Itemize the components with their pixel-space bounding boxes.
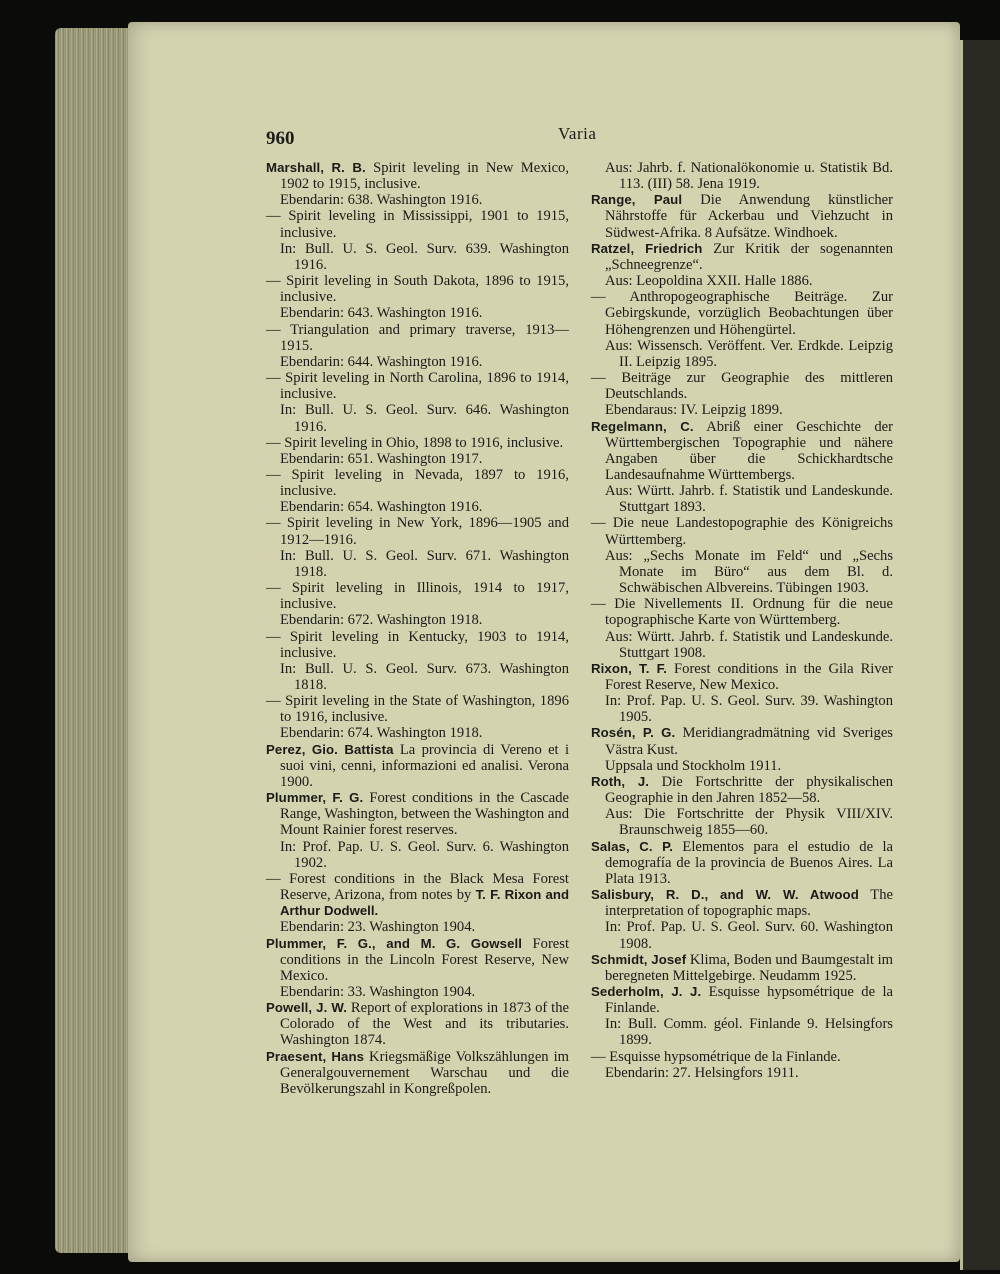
entry-source-line: Aus: „Sechs Monate im Feld“ und „Sechs Monate im Büro“ aus dem Bl. d. Schwäbischen Albvereins. Tübingen 1903. (605, 547, 893, 597)
entry-source-line: In: Bull. U. S. Geol. Surv. 673. Washington 1818. (280, 660, 569, 693)
bibliography-entry (266, 273, 569, 321)
bibliography-entry (591, 596, 893, 661)
entry-source-line: In: Bull. U. S. Geol. Surv. 671. Washington 1918. (280, 547, 569, 580)
entry-author: Salisbury, R. D., and W. W. Atwood (591, 887, 859, 903)
entry-title: — Forest conditions in the Black Mesa Forest Reserve, Arizona, from notes by (266, 870, 569, 904)
entry-main-line (266, 629, 569, 661)
entry-source-line: Aus: Die Fortschritte der Physik VIII/XIV. Braunschweig 1855—60. (605, 806, 893, 839)
entry-main-line (266, 936, 569, 984)
entry-source-line: Aus: Leopoldina XXII. Halle 1886. (605, 273, 813, 290)
entry-title: Forest conditions in the Cascade Range, Washington, between the Washington and Mount Rainier forest reserves. (280, 790, 570, 839)
entry-author: Perez, Gio. Battista (266, 741, 394, 757)
entry-author: Plummer, F. G. (266, 790, 364, 806)
entry-title: Spirit leveling in New Mexico, 1902 to 1915, inclusive. (280, 160, 570, 193)
entry-main-line (266, 435, 569, 451)
bibliography-entry (591, 289, 893, 370)
bibliography-entry (591, 887, 893, 952)
entry-main-line (266, 370, 569, 402)
entry-source-line: Ebendarin: 654. Washington 1916. (280, 499, 483, 516)
bibliography-entry (266, 742, 569, 790)
bibliography-entry (591, 661, 893, 726)
entry-author: Sederholm, J. J. (591, 983, 702, 999)
entry-main-line (591, 515, 893, 547)
entry-title: Esquisse hypsométrique de la Finlande. (605, 983, 893, 1017)
entry-main-line (266, 160, 569, 192)
entry-main-line (266, 322, 569, 354)
page-header (138, 122, 958, 152)
entry-author: Rixon, T. F. (591, 660, 668, 676)
entry-source-line: Ebendarin: 27. Helsingfors 1911. (605, 1064, 799, 1081)
entry-title: — Spirit leveling in the State of Washington, 1896 to 1916, inclusive. (266, 693, 569, 726)
entry-main-line (266, 742, 569, 790)
bibliography-entry (591, 160, 893, 192)
entry-title: Abriß einer Geschichte der Württembergischen Topographie und nähere Angaben über die Schickhardtsche Landesaufnahme Württembergs. (605, 418, 894, 483)
entry-source-line: Ebendarin: 643. Washington 1916. (280, 305, 483, 322)
entry-source-line: In: Prof. Pap. U. S. Geol. Surv. 60. Washington 1908. (605, 919, 893, 952)
entry-main-line (266, 273, 569, 305)
bibliography-entry (266, 580, 569, 628)
entry-source-line: Ebendarin: 674. Washington 1918. (280, 725, 483, 742)
bibliography-entry (266, 515, 569, 580)
entry-title: — Die neue Landestopographie des Königreichs Württemberg. (591, 515, 893, 548)
entry-main-line (266, 871, 569, 919)
entry-source-line: In: Bull. U. S. Geol. Surv. 639. Washington 1916. (280, 240, 569, 273)
entry-source-line: Ebendarin: 638. Washington 1916. (280, 192, 483, 209)
left-column (266, 160, 569, 1097)
entry-source-line: Aus: Württ. Jahrb. f. Statistik und Landeskunde. Stuttgart 1908. (605, 628, 893, 661)
entry-title: — Triangulation and primary traverse, 1913—1915. (266, 321, 569, 354)
entry-title: Meridiangradmätning vid Sveriges Västra Kust. (605, 725, 893, 758)
running-head: Varia (558, 124, 597, 143)
bibliography-entry (266, 435, 569, 467)
bibliography-entry (266, 693, 569, 741)
entry-source-line: Aus: Württ. Jahrb. f. Statistik und Landeskunde. Stuttgart 1893. (605, 483, 893, 516)
entry-title: — Spirit leveling in Nevada, 1897 to 1916, inclusive. (266, 466, 569, 500)
entry-author: Salas, C. P. (591, 838, 674, 854)
entry-author: Regelmann, C. (591, 418, 694, 434)
entry-main-line (591, 984, 893, 1016)
bibliography-entry (591, 952, 893, 984)
facing-page-edge (960, 40, 1000, 1270)
entry-title: Elementos para el estudio de la demografía de la provincia de Buenos Aires. La Plata 1913. (605, 838, 893, 887)
entry-source-line: In: Prof. Pap. U. S. Geol. Surv. 39. Washington 1905. (605, 693, 893, 726)
bibliography-entry (591, 515, 893, 596)
bibliography-entry (591, 984, 893, 1049)
entry-main-line (591, 839, 893, 887)
entry-author: Praesent, Hans (266, 1048, 365, 1064)
entry-title: Zur Kritik der sogenannten „Schneegrenze“. (605, 240, 893, 273)
bibliography-entry (591, 241, 893, 289)
bibliography-entry (591, 839, 893, 887)
entry-main-line (591, 241, 893, 273)
entry-main-line (266, 467, 569, 499)
entry-main-line (591, 774, 893, 806)
bibliography-entry (591, 1049, 893, 1081)
entry-main-line (591, 289, 893, 337)
entry-title: Forest conditions in the Lincoln Forest Reserve, New Mexico. (280, 935, 570, 984)
entry-title: The interpretation of topographic maps. (605, 887, 893, 920)
entry-title: Klima, Boden und Baumgestalt im beregneten Mittelgebirge. Neudamm 1925. (605, 951, 894, 984)
entry-main-line (591, 1049, 893, 1065)
bibliography-entry (266, 790, 569, 871)
entry-title: — Beiträge zur Geographie des mittleren Deutschlands. (591, 370, 893, 403)
bibliography-entry (266, 370, 569, 435)
entry-source-line: Aus: Wissensch. Veröffent. Ver. Erdkde. Leipzig II. Leipzig 1895. (605, 337, 893, 370)
entry-author: Rosén, P. G. (591, 725, 676, 741)
entry-main-line (266, 208, 569, 240)
entry-main-line (266, 580, 569, 612)
entry-source-line: Ebendarin: 23. Washington 1904. (280, 919, 476, 936)
entry-main-line (266, 515, 569, 547)
bibliography-entry (266, 322, 569, 370)
entry-source-line: Uppsala und Stockholm 1911. (605, 757, 782, 774)
bibliography-entry (266, 1000, 569, 1048)
entry-main-line (591, 370, 893, 402)
entry-author: Plummer, F. G., and M. G. Gowsell (266, 935, 523, 951)
entry-source-line: In: Bull. U. S. Geol. Surv. 646. Washington 1916. (280, 402, 569, 435)
entry-author: Range, Paul (591, 192, 683, 208)
entry-title: — Spirit leveling in North Carolina, 1896 to 1914, inclusive. (266, 370, 569, 403)
entry-title: La provincia di Vereno et i suoi vini, cenni, informazioni ed analisi. Verona 1900. (280, 741, 569, 790)
entry-author: Powell, J. W. (266, 1000, 347, 1016)
entry-title: — Die Nivellements II. Ordnung für die neue topographische Karte von Württemberg. (591, 596, 893, 629)
entry-main-line (591, 419, 893, 484)
entry-title: — Esquisse hypsométrique de la Finlande. (591, 1048, 841, 1065)
entry-main-line (591, 952, 893, 984)
bibliography-entry (591, 370, 893, 418)
entry-source-line: Ebendarin: 651. Washington 1917. (280, 450, 483, 467)
entry-main-line (266, 790, 569, 838)
bibliography-entry (591, 774, 893, 839)
entry-title: Kriegsmäßige Volkszählungen im Generalgouvernement Warschau und die Bevölkerungszahl in Kongreßpolen. (280, 1048, 569, 1097)
entry-main-line (266, 693, 569, 725)
entry-main-line (591, 725, 893, 757)
entry-main-line (591, 596, 893, 628)
entry-source-line: Ebendarin: 644. Washington 1916. (280, 353, 483, 370)
entry-source-line: Ebendarin: 33. Washington 1904. (280, 983, 476, 1000)
entry-coauthors: T. F. Rixon and Arthur Dodwell. (280, 887, 569, 919)
bibliography-entry (266, 208, 569, 273)
entry-source-line: Ebendarin: 672. Washington 1918. (280, 612, 483, 629)
entry-title: — Spirit leveling in Illinois, 1914 to 1917, inclusive. (266, 580, 569, 613)
entry-title: — Spirit leveling in Kentucky, 1903 to 1914, inclusive. (266, 628, 569, 661)
page-number: 960 (266, 128, 295, 149)
entry-title: Die Fortschritte der physikalischen Geographie in den Jahren 1852—58. (605, 773, 894, 807)
entry-title: — Anthropogeographische Beiträge. Zur Gebirgskunde, vorzüglich Beobachtungen über Höhengrenzen und Höhengürtel. (591, 289, 893, 338)
entry-author: Marshall, R. B. (266, 160, 366, 175)
entry-source-line: In: Bull. Comm. géol. Finlande 9. Helsingfors 1899. (605, 1016, 893, 1049)
bibliography-entry (266, 936, 569, 1001)
entry-source-line: Ebendaraus: IV. Leipzig 1899. (605, 402, 783, 419)
entry-author: Roth, J. (591, 773, 650, 789)
entry-title: — Spirit leveling in Mississippi, 1901 to 1915, inclusive. (266, 208, 569, 241)
right-column (591, 160, 893, 1081)
entry-title: Forest conditions in the Gila River Forest Reserve, New Mexico. (605, 660, 894, 693)
entry-main-line (591, 661, 893, 693)
bibliography-entry (591, 419, 893, 516)
entry-title: Report of explorations in 1873 of the Colorado of the West and its tributaries. Washington 1874. (280, 1000, 569, 1049)
entry-title: — Spirit leveling in South Dakota, 1896 to 1915, inclusive. (266, 273, 569, 306)
entry-main-line (266, 1000, 569, 1048)
entry-main-line (591, 887, 893, 919)
entry-main-line (591, 192, 893, 240)
entry-author: Schmidt, Josef (591, 951, 687, 967)
bibliography-entry (591, 725, 893, 773)
bibliography-entry (266, 871, 569, 936)
entry-source-line: In: Prof. Pap. U. S. Geol. Surv. 6. Washington 1902. (280, 838, 569, 871)
entry-title: — Spirit leveling in New York, 1896—1905 and 1912—1916. (266, 515, 569, 548)
entry-author: Ratzel, Friedrich (591, 240, 703, 256)
bibliography-entry (266, 467, 569, 515)
entry-title: — Spirit leveling in Ohio, 1898 to 1916, inclusive. (266, 434, 564, 451)
bibliography-entry (266, 1049, 569, 1097)
entry-source-line: Aus: Jahrb. f. Nationalökonomie u. Statistik Bd. 113. (III) 58. Jena 1919. (605, 160, 893, 193)
bibliography-entry (266, 629, 569, 694)
entry-title: Die Anwendung künstlicher Nährstoffe für Ackerbau und Viehzucht in Südwest-Afrika. 8 Aufsätze. Windhoek. (605, 192, 893, 241)
entry-main-line (266, 1049, 569, 1097)
bibliography-entry (266, 160, 569, 208)
bibliography-entry (591, 192, 893, 240)
